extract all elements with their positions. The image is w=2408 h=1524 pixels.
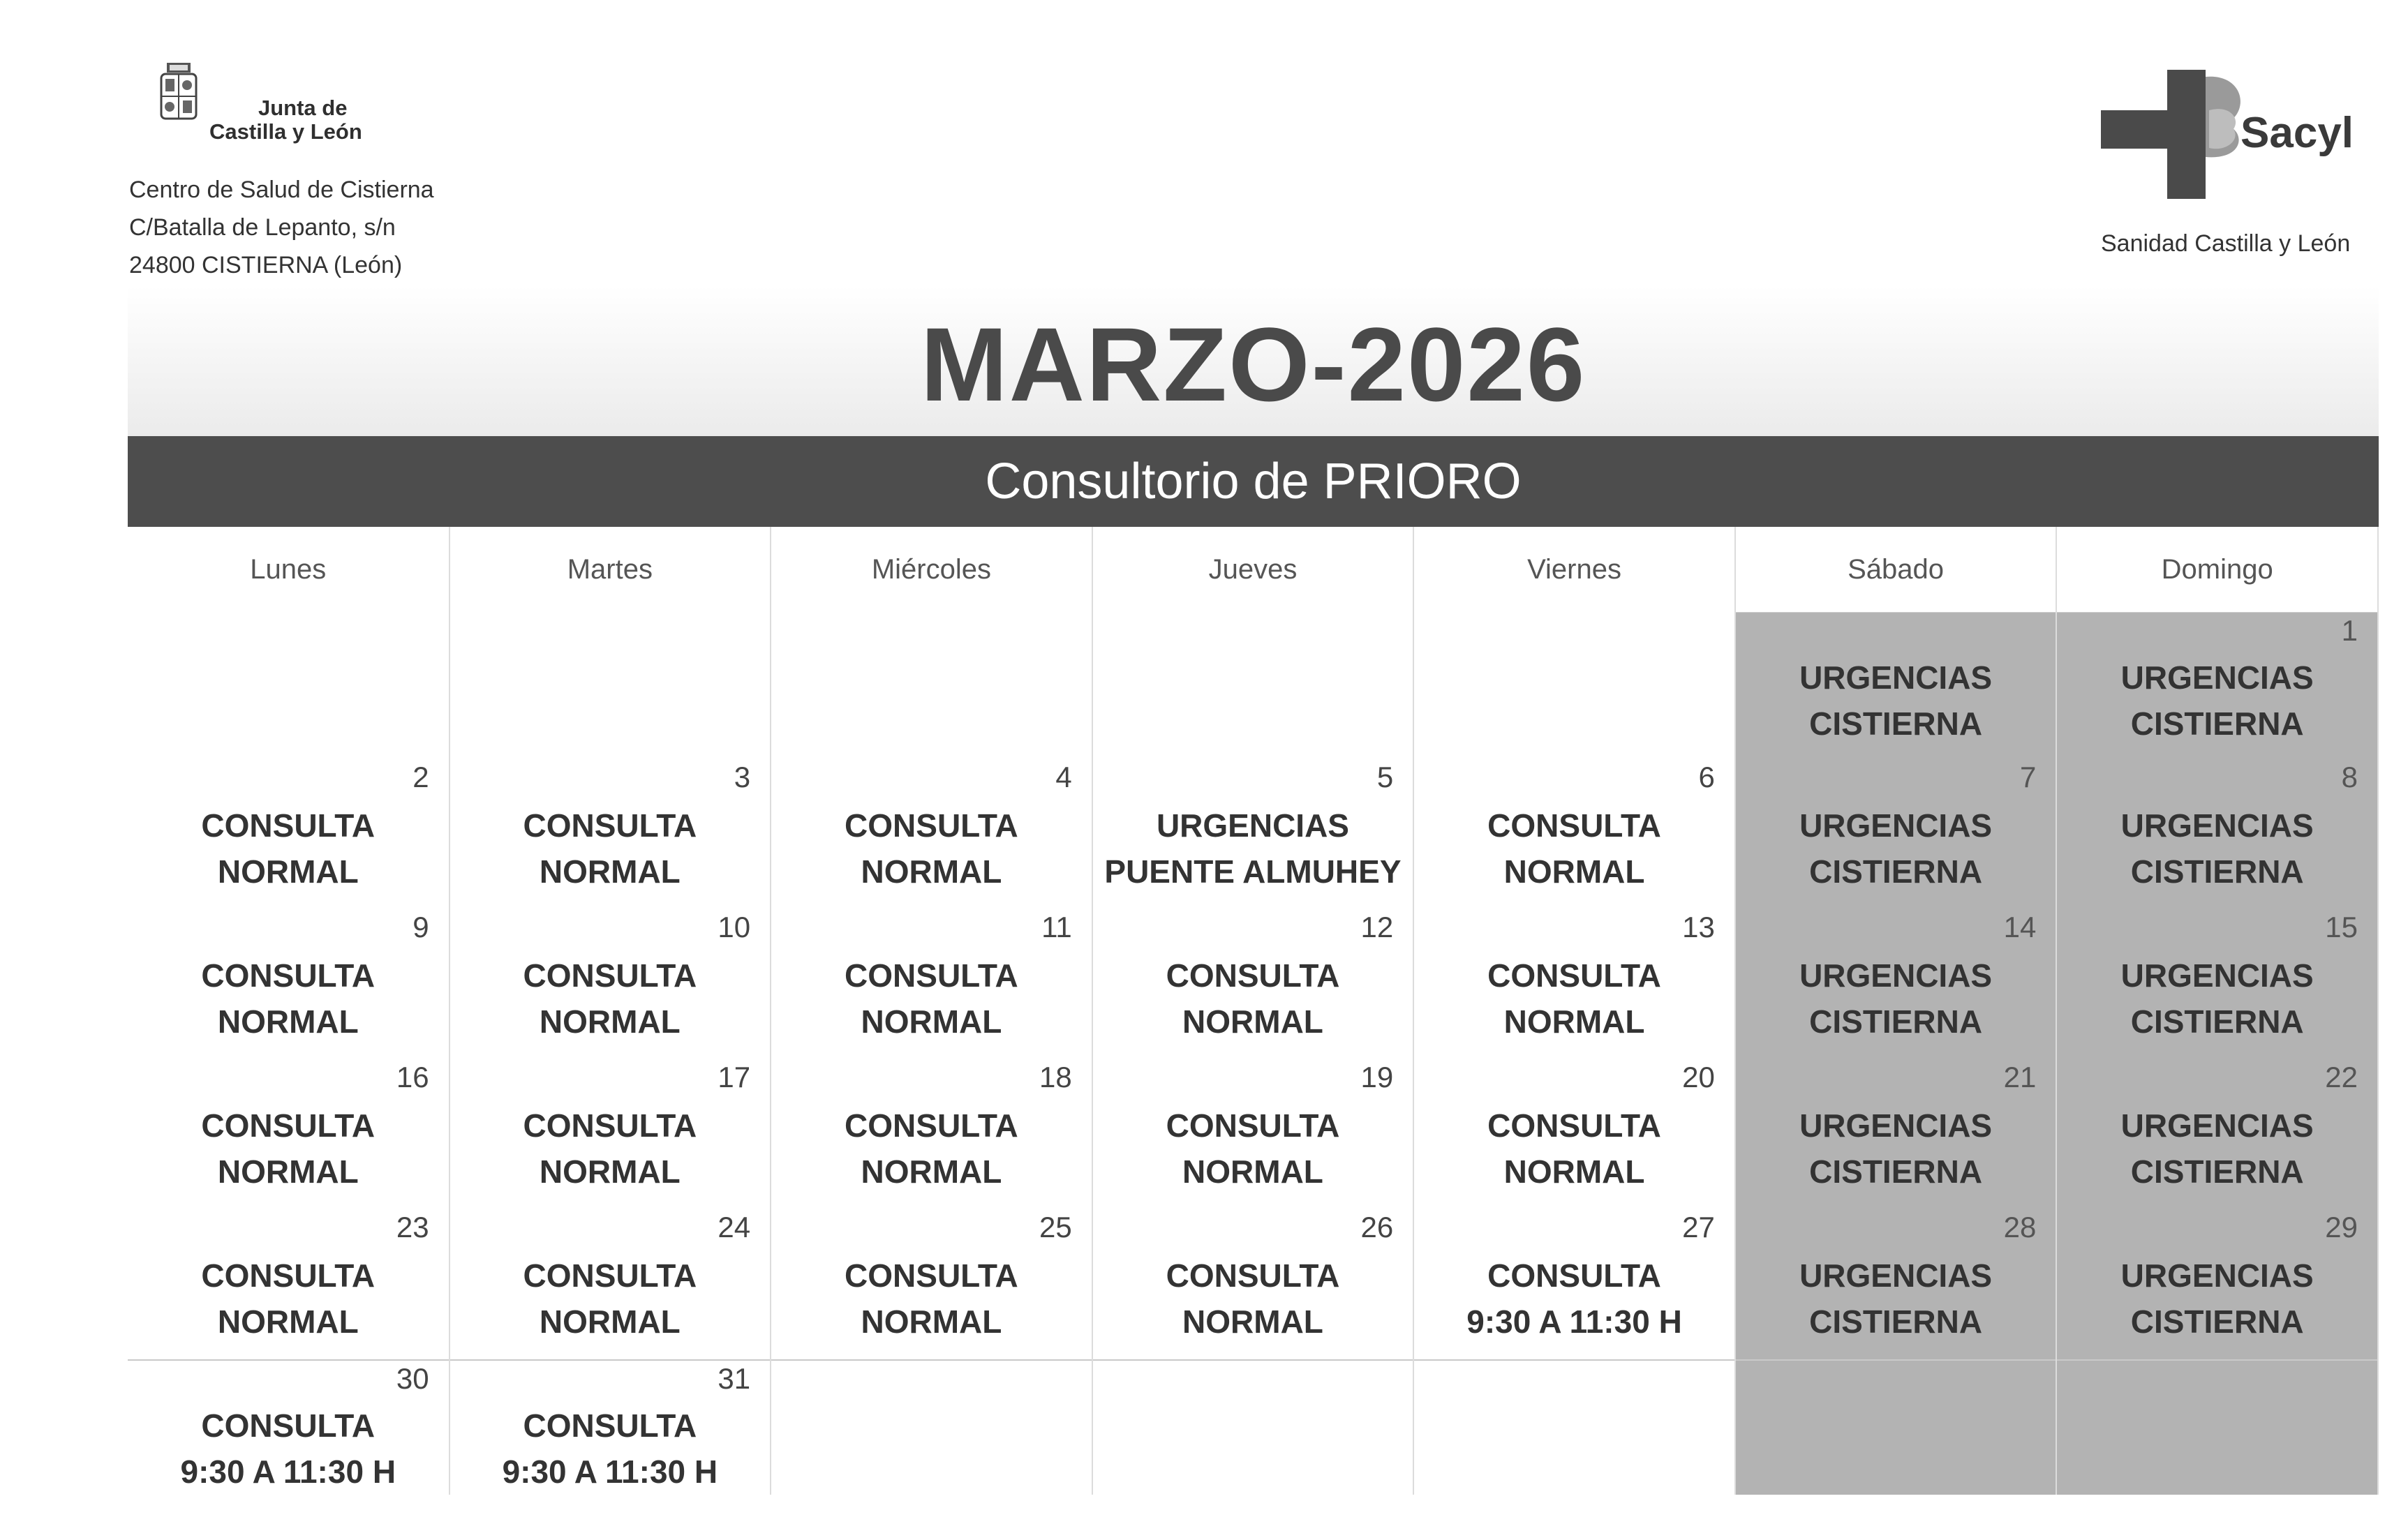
- day-number: 25: [1039, 1211, 1072, 1243]
- day-schedule-text: CONSULTA NORMAL: [523, 807, 697, 890]
- day-schedule-text: CONSULTA NORMAL: [201, 957, 376, 1040]
- day-schedule-text: [771, 613, 1092, 655]
- day-number: 3: [734, 761, 751, 793]
- weekday-header: Sábado: [1735, 527, 2057, 613]
- day-schedule-text: URGENCIAS CISTIERNA: [1799, 1107, 1993, 1190]
- coat-of-arms-icon: [157, 61, 200, 123]
- day-schedule-text: URGENCIAS CISTIERNA: [2120, 807, 2314, 890]
- day-schedule-text: URGENCIAS CISTIERNA: [2120, 659, 2314, 742]
- calendar-day-cell: [449, 1059, 771, 1209]
- calendar-week-row: [128, 1059, 2378, 1209]
- calendar-day-cell: [449, 909, 771, 1059]
- calendar-day-cell: [1413, 1209, 1735, 1360]
- day-schedule-text: CONSULTA NORMAL: [845, 1257, 1018, 1340]
- calendar-grid: [128, 527, 2379, 1495]
- calendar-day-cell: [128, 759, 449, 909]
- calendar-day-cell: [771, 613, 1092, 760]
- calendar-day-cell: [1735, 1059, 2057, 1209]
- day-schedule-text: CONSULTA NORMAL: [1166, 957, 1340, 1040]
- day-number: 7: [2020, 761, 2037, 793]
- day-schedule-text: URGENCIAS CISTIERNA: [2120, 1107, 2314, 1190]
- day-number: 13: [1682, 911, 1715, 943]
- day-schedule-text: CONSULTA NORMAL: [845, 807, 1018, 890]
- office-title: Consultorio de PRIORO: [128, 436, 2379, 527]
- calendar-day-cell: [771, 1360, 1092, 1495]
- day-schedule-text: CONSULTA 9:30 A 11:30 H: [1466, 1257, 1682, 1340]
- weekday-header: Miércoles: [771, 527, 1092, 613]
- calendar-day-cell: [1735, 1209, 2057, 1360]
- address-line-1: Centro de Salud de Cistierna: [129, 177, 434, 203]
- calendar-day-cell: [2056, 1059, 2378, 1209]
- calendar-day-cell: [128, 909, 449, 1059]
- day-number: 15: [2325, 911, 2358, 943]
- day-schedule-text: CONSULTA NORMAL: [1487, 1107, 1661, 1190]
- calendar-day-cell: [449, 759, 771, 909]
- calendar-day-cell: [1735, 613, 2057, 760]
- sacyl-subtitle: Sanidad Castilla y León: [2101, 230, 2351, 257]
- calendar-day-cell: [1092, 759, 1414, 909]
- org-line-2: Castilla y León: [209, 119, 362, 144]
- day-schedule-text: URGENCIAS CISTIERNA: [1799, 807, 1993, 890]
- day-number: 22: [2325, 1061, 2358, 1093]
- calendar: [128, 286, 2379, 1495]
- calendar-day-cell: [128, 613, 449, 760]
- day-schedule-text: [771, 1361, 1092, 1403]
- calendar-day-cell: [1735, 909, 2057, 1059]
- sacyl-brand: Sacyl: [2240, 109, 2354, 157]
- day-number: 18: [1039, 1061, 1072, 1093]
- weekday-header: Jueves: [1092, 527, 1414, 613]
- day-number: 5: [1376, 761, 1394, 793]
- calendar-day-cell: [771, 909, 1092, 1059]
- day-number: 24: [718, 1211, 751, 1243]
- calendar-day-cell: [2056, 1209, 2378, 1360]
- day-number: 23: [396, 1211, 429, 1243]
- day-schedule-text: URGENCIAS CISTIERNA: [1799, 659, 1993, 742]
- calendar-day-cell: [128, 1209, 449, 1360]
- day-number: 6: [1698, 761, 1715, 793]
- day-number: 9: [413, 911, 429, 943]
- calendar-day-cell: [1413, 759, 1735, 909]
- calendar-day-cell: [1092, 1360, 1414, 1495]
- address-line-2: C/Batalla de Lepanto, s/n: [129, 214, 396, 241]
- calendar-day-cell: [771, 759, 1092, 909]
- calendar-body: [128, 613, 2378, 1495]
- day-schedule-text: CONSULTA NORMAL: [1166, 1107, 1340, 1190]
- day-number: 12: [1360, 911, 1394, 943]
- day-schedule-text: [450, 613, 771, 655]
- calendar-week-row: [128, 909, 2378, 1059]
- calendar-day-cell: [1413, 613, 1735, 760]
- day-schedule-text: [1093, 1361, 1413, 1403]
- calendar-day-cell: [1735, 1360, 2057, 1495]
- calendar-day-cell: [128, 1059, 449, 1209]
- calendar-day-cell: [1735, 759, 2057, 909]
- day-schedule-text: CONSULTA 9:30 A 11:30 H: [180, 1407, 396, 1490]
- calendar-day-cell: [2056, 909, 2378, 1059]
- weekday-header: Lunes: [128, 527, 449, 613]
- day-number: 11: [1041, 911, 1072, 943]
- address-block: [129, 171, 434, 284]
- calendar-day-cell: [771, 1209, 1092, 1360]
- weekday-header: Martes: [449, 527, 771, 613]
- weekday-header-row: [128, 527, 2378, 613]
- calendar-day-cell: [2056, 1360, 2378, 1495]
- day-number: 27: [1682, 1211, 1715, 1243]
- day-schedule-text: URGENCIAS CISTIERNA: [2120, 957, 2314, 1040]
- day-number: 30: [396, 1362, 429, 1395]
- calendar-day-cell: [771, 1059, 1092, 1209]
- calendar-day-cell: [1092, 1059, 1414, 1209]
- day-schedule-text: URGENCIAS CISTIERNA: [2120, 1257, 2314, 1340]
- day-number: 4: [1055, 761, 1072, 793]
- day-number: 29: [2325, 1211, 2358, 1243]
- day-schedule-text: CONSULTA NORMAL: [845, 957, 1018, 1040]
- day-number: 19: [1360, 1061, 1394, 1093]
- day-schedule-text: [128, 613, 449, 655]
- calendar-day-cell: [128, 1360, 449, 1495]
- day-number: 17: [718, 1061, 751, 1093]
- day-schedule-text: CONSULTA NORMAL: [1166, 1257, 1340, 1340]
- calendar-day-cell: [449, 1360, 771, 1495]
- org-line-1: Junta de: [258, 96, 348, 120]
- day-number: 8: [2341, 761, 2358, 793]
- day-number: 20: [1682, 1061, 1715, 1093]
- calendar-week-row: [128, 613, 2378, 760]
- day-number: 1: [2341, 614, 2358, 647]
- month-title: MARZO-2026: [128, 286, 2379, 436]
- day-schedule-text: URGENCIAS PUENTE ALMUHEY: [1104, 807, 1402, 890]
- day-schedule-text: CONSULTA NORMAL: [201, 1107, 376, 1190]
- day-schedule-text: [1414, 1361, 1734, 1403]
- calendar-day-cell: [2056, 613, 2378, 760]
- day-schedule-text: [1736, 1361, 2056, 1403]
- calendar-week-row: [128, 759, 2378, 909]
- day-schedule-text: CONSULTA NORMAL: [523, 957, 697, 1040]
- day-number: 31: [718, 1362, 751, 1395]
- day-schedule-text: [1414, 613, 1734, 655]
- day-schedule-text: CONSULTA NORMAL: [201, 807, 376, 890]
- calendar-week-row: [128, 1360, 2378, 1495]
- calendar-day-cell: [1092, 1209, 1414, 1360]
- day-number: 21: [2003, 1061, 2037, 1093]
- day-number: 28: [2003, 1211, 2037, 1243]
- weekday-header: Domingo: [2056, 527, 2378, 613]
- calendar-day-cell: [1092, 613, 1414, 760]
- day-schedule-text: CONSULTA NORMAL: [201, 1257, 376, 1340]
- address-line-3: 24800 CISTIERNA (León): [129, 252, 403, 278]
- calendar-day-cell: [1413, 1360, 1735, 1495]
- calendar-day-cell: [1413, 909, 1735, 1059]
- day-number: 14: [2003, 911, 2037, 943]
- calendar-day-cell: [1413, 1059, 1735, 1209]
- day-schedule-text: CONSULTA 9:30 A 11:30 H: [502, 1407, 718, 1490]
- day-schedule-text: CONSULTA NORMAL: [523, 1107, 697, 1190]
- day-schedule-text: URGENCIAS CISTIERNA: [1799, 957, 1993, 1040]
- calendar-day-cell: [1092, 909, 1414, 1059]
- calendar-day-cell: [449, 1209, 771, 1360]
- calendar-week-row: [128, 1209, 2378, 1360]
- day-number: 16: [396, 1061, 429, 1093]
- day-schedule-text: URGENCIAS CISTIERNA: [1799, 1257, 1993, 1340]
- day-number: 10: [718, 911, 751, 943]
- day-schedule-text: [2057, 1361, 2377, 1403]
- weekday-header: Viernes: [1413, 527, 1735, 613]
- day-schedule-text: CONSULTA NORMAL: [845, 1107, 1018, 1190]
- calendar-day-cell: [449, 613, 771, 760]
- day-number: 26: [1360, 1211, 1394, 1243]
- day-schedule-text: [1093, 613, 1413, 655]
- day-schedule-text: CONSULTA NORMAL: [1487, 957, 1661, 1040]
- calendar-day-cell: [2056, 759, 2378, 909]
- day-schedule-text: CONSULTA NORMAL: [1487, 807, 1661, 890]
- day-number: 2: [413, 761, 429, 793]
- day-schedule-text: CONSULTA NORMAL: [523, 1257, 697, 1340]
